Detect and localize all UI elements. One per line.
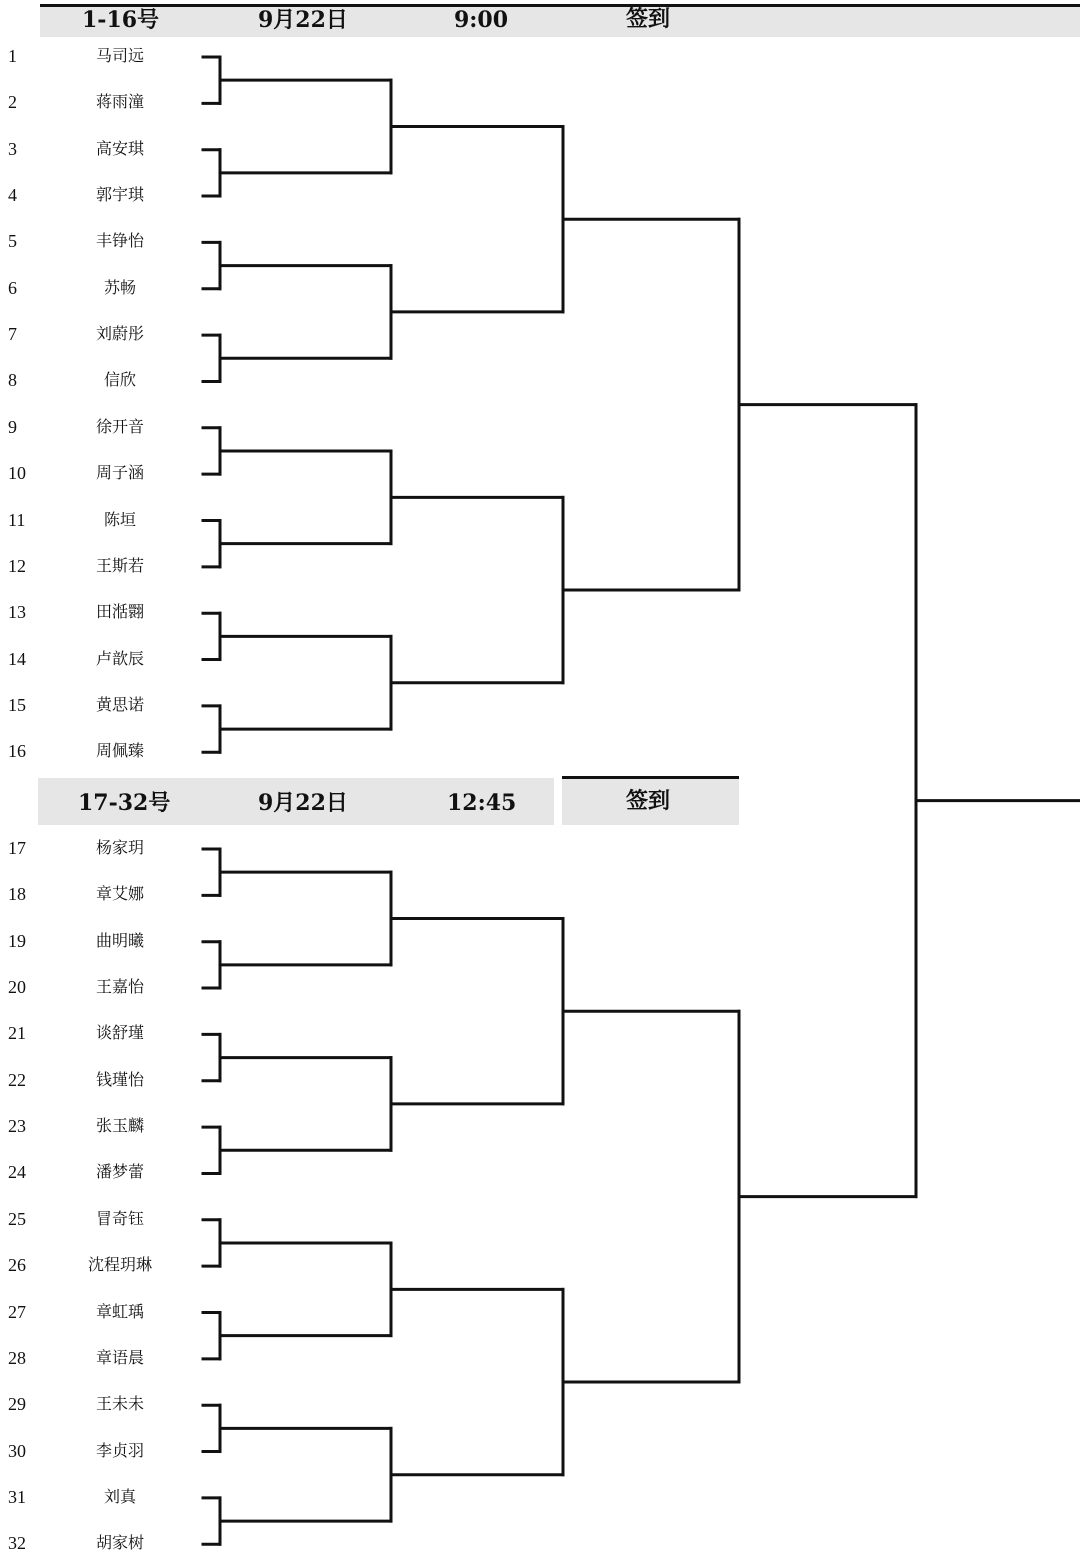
player-number: 10 xyxy=(8,463,26,484)
player-name: 章虹瑀 xyxy=(95,1301,144,1321)
player-number: 21 xyxy=(8,1023,26,1044)
section-1-range: 1-16号 xyxy=(82,7,160,33)
player-name: 刘蔚彤 xyxy=(95,324,144,344)
player-name: 潘梦蕾 xyxy=(95,1162,144,1182)
player-name: 郭宇琪 xyxy=(95,185,144,205)
player-number: 8 xyxy=(8,370,17,391)
player-name: 冒奇钰 xyxy=(95,1208,144,1228)
player-number: 28 xyxy=(8,1347,26,1368)
player-name: 信欣 xyxy=(103,370,136,390)
player-number: 5 xyxy=(8,231,17,252)
player-number: 16 xyxy=(8,741,26,762)
player-number: 6 xyxy=(8,277,17,298)
player-name: 徐开音 xyxy=(95,416,144,436)
player-number: 25 xyxy=(8,1208,26,1229)
player-name: 周子涵 xyxy=(95,463,144,483)
player-name: 刘真 xyxy=(103,1486,136,1506)
player-number: 7 xyxy=(8,324,17,345)
player-number: 1 xyxy=(8,46,17,66)
player-name: 曲明曦 xyxy=(95,930,144,950)
section-2-checkin: 签到 xyxy=(626,788,671,814)
player-name: 胡家树 xyxy=(95,1533,144,1553)
player-number: 3 xyxy=(8,138,17,159)
player-name: 蒋雨潼 xyxy=(95,92,144,112)
section-1-date: 9月22日 xyxy=(258,7,348,33)
player-name: 高安琪 xyxy=(95,138,144,158)
player-number: 2 xyxy=(8,92,17,113)
player-name: 王未未 xyxy=(95,1394,144,1414)
player-name: 王斯若 xyxy=(95,555,144,575)
player-name: 李贞羽 xyxy=(95,1440,144,1460)
player-number: 27 xyxy=(8,1301,26,1322)
player-name: 章艾娜 xyxy=(95,884,144,904)
player-number: 29 xyxy=(8,1394,26,1415)
player-number: 15 xyxy=(8,694,26,715)
player-number: 9 xyxy=(8,416,17,437)
player-name: 杨家玥 xyxy=(95,838,144,857)
player-name: 苏畅 xyxy=(103,277,136,297)
player-name: 沈程玥琳 xyxy=(87,1255,152,1275)
player-name: 钱瑾怡 xyxy=(95,1069,144,1089)
player-number: 22 xyxy=(8,1069,26,1090)
player-number: 23 xyxy=(8,1116,26,1137)
player-name: 张玉麟 xyxy=(95,1116,144,1136)
player-number: 30 xyxy=(8,1440,26,1461)
player-name: 周佩臻 xyxy=(95,741,144,761)
player-number: 24 xyxy=(8,1162,26,1183)
player-number: 14 xyxy=(8,648,26,669)
player-number: 17 xyxy=(8,838,26,858)
section-2-time: 12:45 xyxy=(447,790,517,816)
section-2-range: 17-32号 xyxy=(78,790,171,816)
section-2-date: 9月22日 xyxy=(258,790,348,816)
player-name: 陈垣 xyxy=(103,509,136,529)
player-number: 12 xyxy=(8,555,26,576)
player-number: 13 xyxy=(8,602,26,623)
player-name: 田湉翾 xyxy=(95,602,144,622)
player-name: 谈舒瑾 xyxy=(95,1023,144,1043)
section-1-checkin: 签到 xyxy=(626,6,671,32)
player-name: 丰铮怡 xyxy=(95,231,144,251)
player-name: 章语晨 xyxy=(95,1347,144,1367)
player-name: 黄思诺 xyxy=(95,694,144,714)
player-number: 32 xyxy=(8,1533,26,1554)
player-number: 11 xyxy=(8,509,26,530)
player-number: 18 xyxy=(8,884,26,905)
player-name: 王嘉怡 xyxy=(95,977,144,997)
player-number: 4 xyxy=(8,185,17,206)
player-number: 26 xyxy=(8,1255,26,1276)
player-number: 19 xyxy=(8,930,26,951)
player-name: 马司远 xyxy=(95,46,144,65)
player-number: 31 xyxy=(8,1486,26,1507)
player-name: 卢歆辰 xyxy=(95,648,144,668)
section-1-time: 9:00 xyxy=(454,7,509,33)
player-number: 20 xyxy=(8,977,26,998)
